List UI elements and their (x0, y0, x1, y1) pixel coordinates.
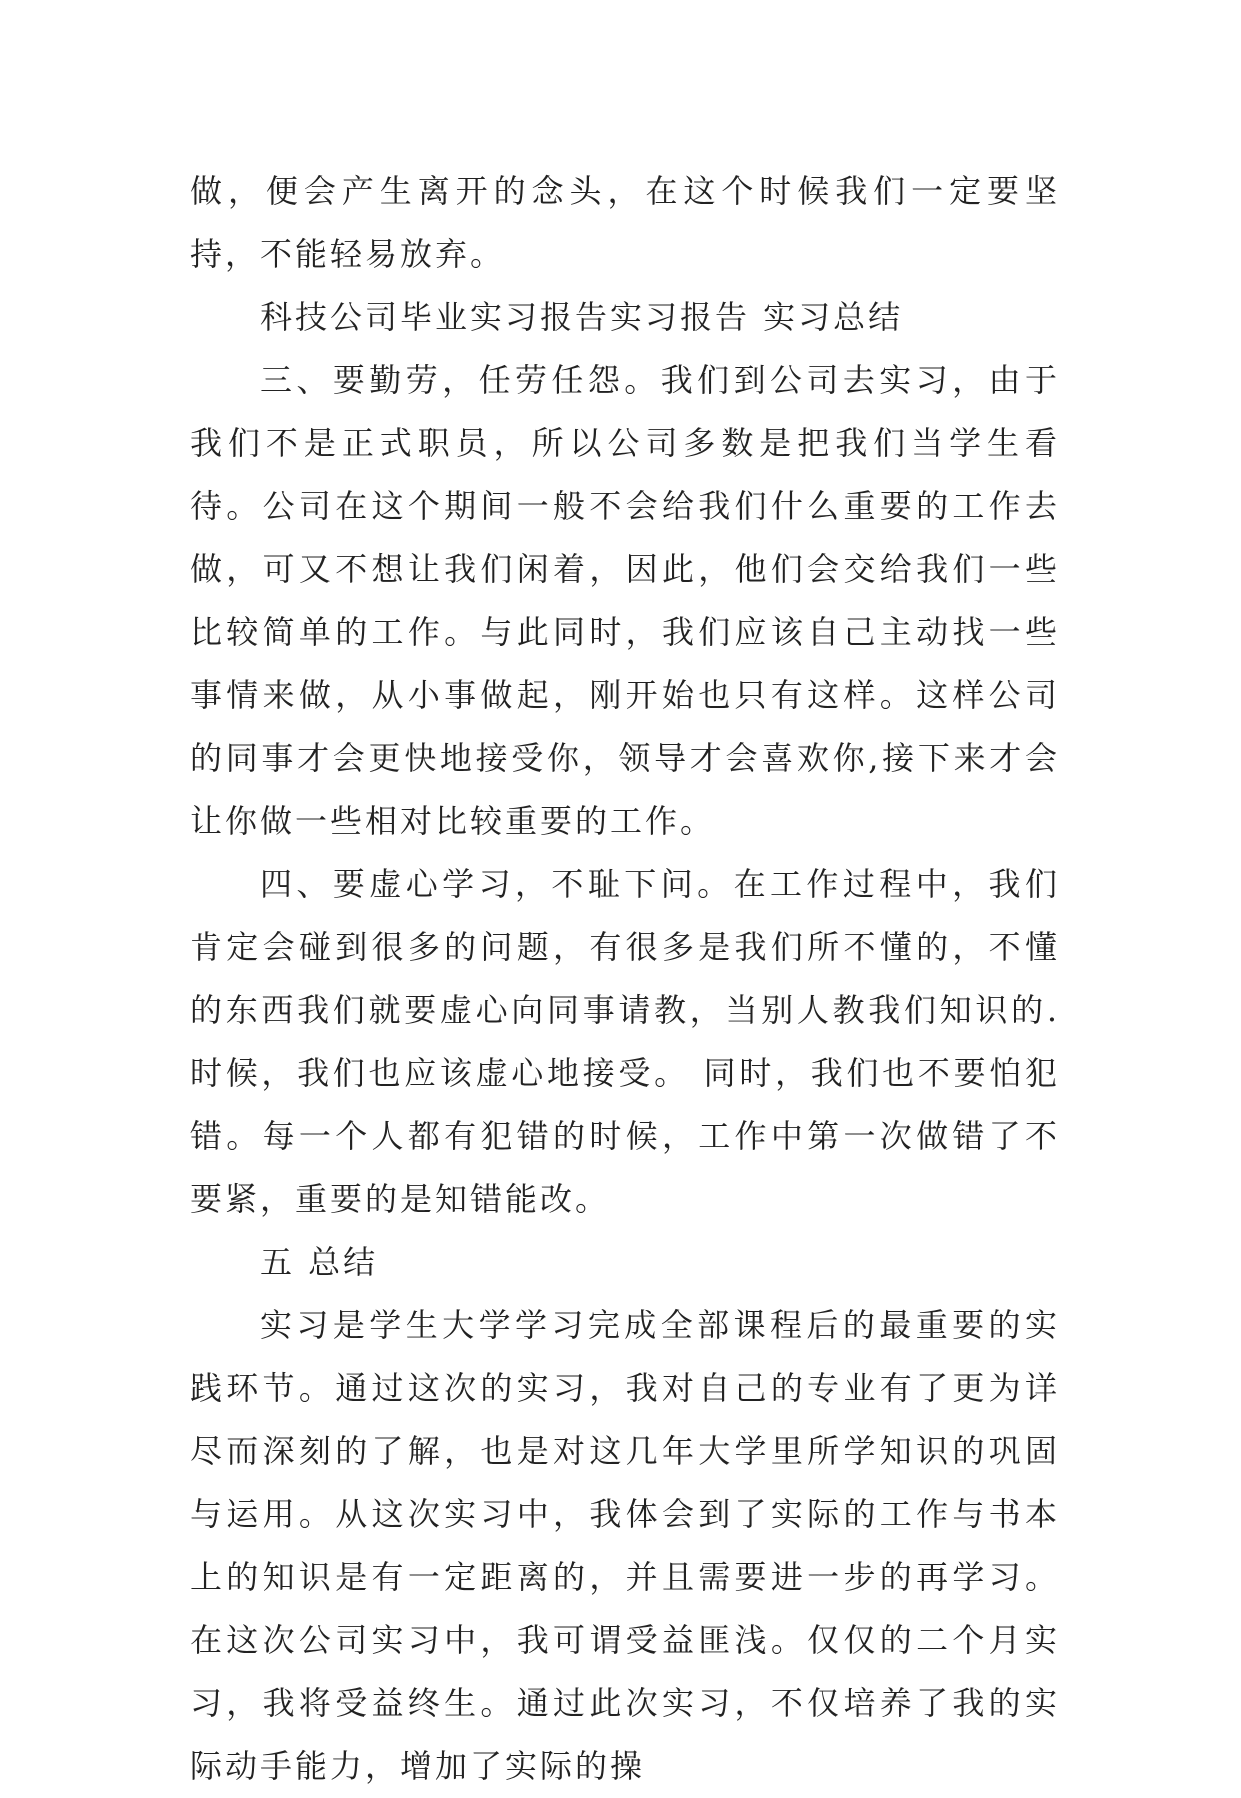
paragraph-section-four: 四、要虚心学习，不耻下问。在工作过程中，我们肯定会碰到很多的问题，有很多是我们所不懂的，不懂的东西我们就要虚心向同事请教，当别人教我们知识的.时候，我们也应该虚心地接受。 同时，我们也不要怕犯错。每一个人都有犯错的时候，工作中第一次做错了不要紧，重要的是知错能改。 (190, 865, 1060, 1218)
section-heading-summary: 五 总结 (260, 1243, 379, 1281)
paragraph-continuation: 做，便会产生离开的念头，在这个时候我们一定要坚持，不能轻易放弃。 (190, 172, 1060, 273)
paragraph-summary: 实习是学生大学学习完成全部课程后的最重要的实践环节。通过这次的实习，我对自己的专业有了更为详尽而深刻的了解，也是对这几年大学里所学知识的巩固与运用。从这次实习中，我体会到了实际的工作与书本上的知识是有一定距离的，并且需要进一步的再学习。在这次公司实习中，我可谓受益匪浅。仅仅的二个月实习，我将受益终生。通过此次实习，不仅培养了我的实际动手能力，增加了实际的操 (190, 1306, 1060, 1785)
document-body (190, 160, 1060, 1798)
paragraph-section-three: 三、要勤劳，任劳任怨。我们到公司去实习，由于我们不是正式职员，所以公司多数是把我们当学生看待。公司在这个期间一般不会给我们什么重要的工作去做，可又不想让我们闲着，因此，他们会交给我们一些比较简单的工作。与此同时，我们应该自己主动找一些事情来做，从小事做起，刚开始也只有这样。这样公司的同事才会更快地接受你，领导才会喜欢你,接下来才会让你做一些相对比较重要的工作。 (190, 361, 1060, 840)
paragraph-heading-title: 科技公司毕业实习报告实习报告 实习总结 (260, 298, 904, 336)
